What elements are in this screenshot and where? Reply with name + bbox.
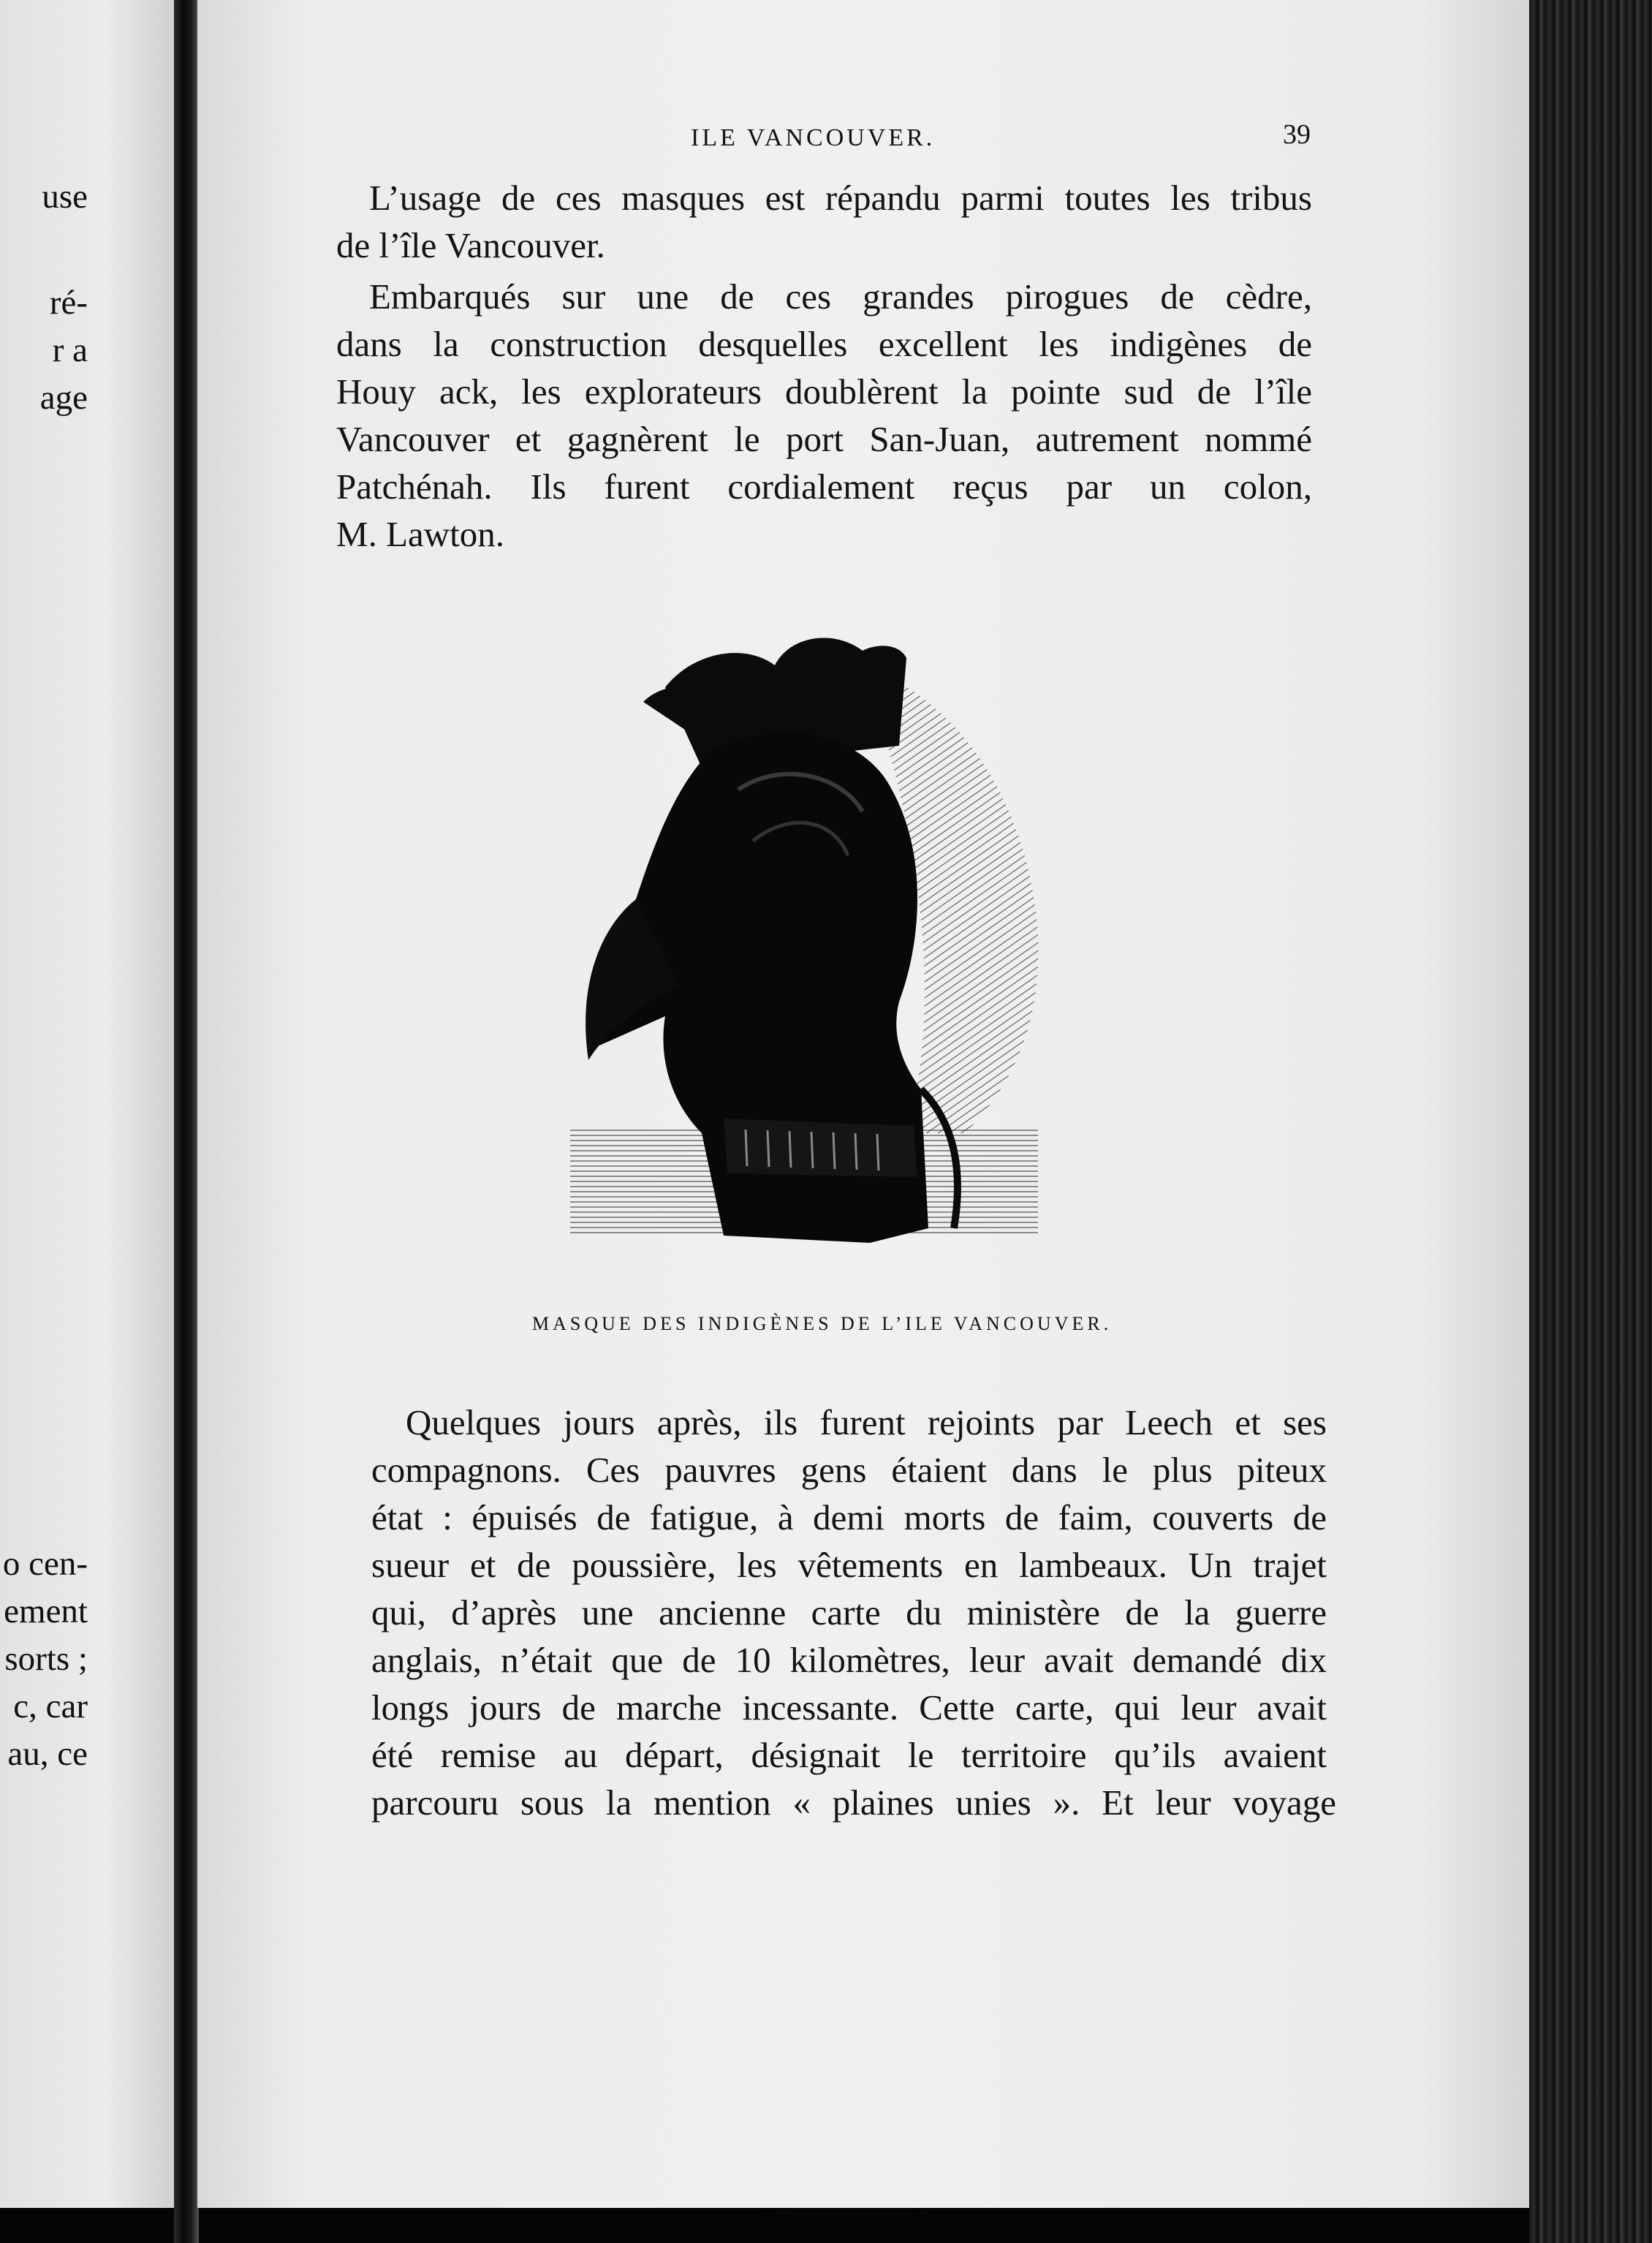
text-line: longs jours de marche incessante. Cette carte, qui leur avait xyxy=(371,1687,1327,1728)
text-line: compagnons. Ces pauvres gens étaient dans le plus piteux xyxy=(371,1450,1327,1490)
book-gutter xyxy=(174,0,199,2243)
left-page-line: au, ce xyxy=(7,1735,88,1773)
previous-page-fragment xyxy=(0,0,175,2208)
left-page-line: r a xyxy=(52,331,88,369)
left-page-line: age xyxy=(39,379,88,417)
text-line: qui, d’après une ancienne carte du ministère de la guerre xyxy=(371,1592,1327,1633)
text-line: dans la construction desquelles excellent les indigènes de xyxy=(336,324,1312,364)
left-page-line: c, car xyxy=(13,1687,88,1725)
text-line: Embarqués sur une de ces grandes pirogues de cèdre, xyxy=(369,276,1312,317)
text-line: sueur et de poussière, les vêtements en lambeaux. Un trajet xyxy=(371,1545,1327,1585)
figure-caption: MASQUE DES INDIGÈNES DE L’ILE VANCOUVER. xyxy=(532,1313,1113,1334)
page-number: 39 xyxy=(1283,119,1311,150)
running-head: ILE VANCOUVER. xyxy=(691,124,936,151)
left-page-line: o cen- xyxy=(2,1545,88,1583)
text-line: Quelques jours après, ils furent rejoints par Leech et ses xyxy=(406,1402,1327,1442)
text-line: parcouru sous la mention « plaines unies ». Et leur voyage xyxy=(371,1782,1336,1823)
left-page-line: ré- xyxy=(49,284,88,322)
text-line: état : épuisés de fatigue, à demi morts de faim, couverts de xyxy=(371,1497,1327,1537)
text-line: L’usage de ces masques est répandu parmi toutes les tribus xyxy=(369,178,1312,218)
left-page-line: use xyxy=(42,178,88,216)
text-line: Patchénah. Ils furent cordialement reçus par un colon, xyxy=(336,466,1312,507)
text-line: Vancouver et gagnèrent le port San-Juan, autrement nommé xyxy=(336,419,1312,459)
mask-engraving xyxy=(556,621,1082,1265)
left-page-line: sorts ; xyxy=(4,1640,88,1678)
text-line: anglais, n’était que de 10 kilomètres, leur avait demandé dix xyxy=(371,1640,1327,1680)
text-line: de l’île Vancouver. xyxy=(336,225,605,265)
text-line: M. Lawton. xyxy=(336,514,504,554)
book-page-edges xyxy=(1529,0,1652,2243)
left-page-line: ement xyxy=(4,1592,88,1630)
text-line: été remise au départ, désignait le territoire qu’ils avaient xyxy=(371,1735,1327,1775)
text-line: Houy ack, les explorateurs doublèrent la pointe sud de l’île xyxy=(336,371,1312,412)
